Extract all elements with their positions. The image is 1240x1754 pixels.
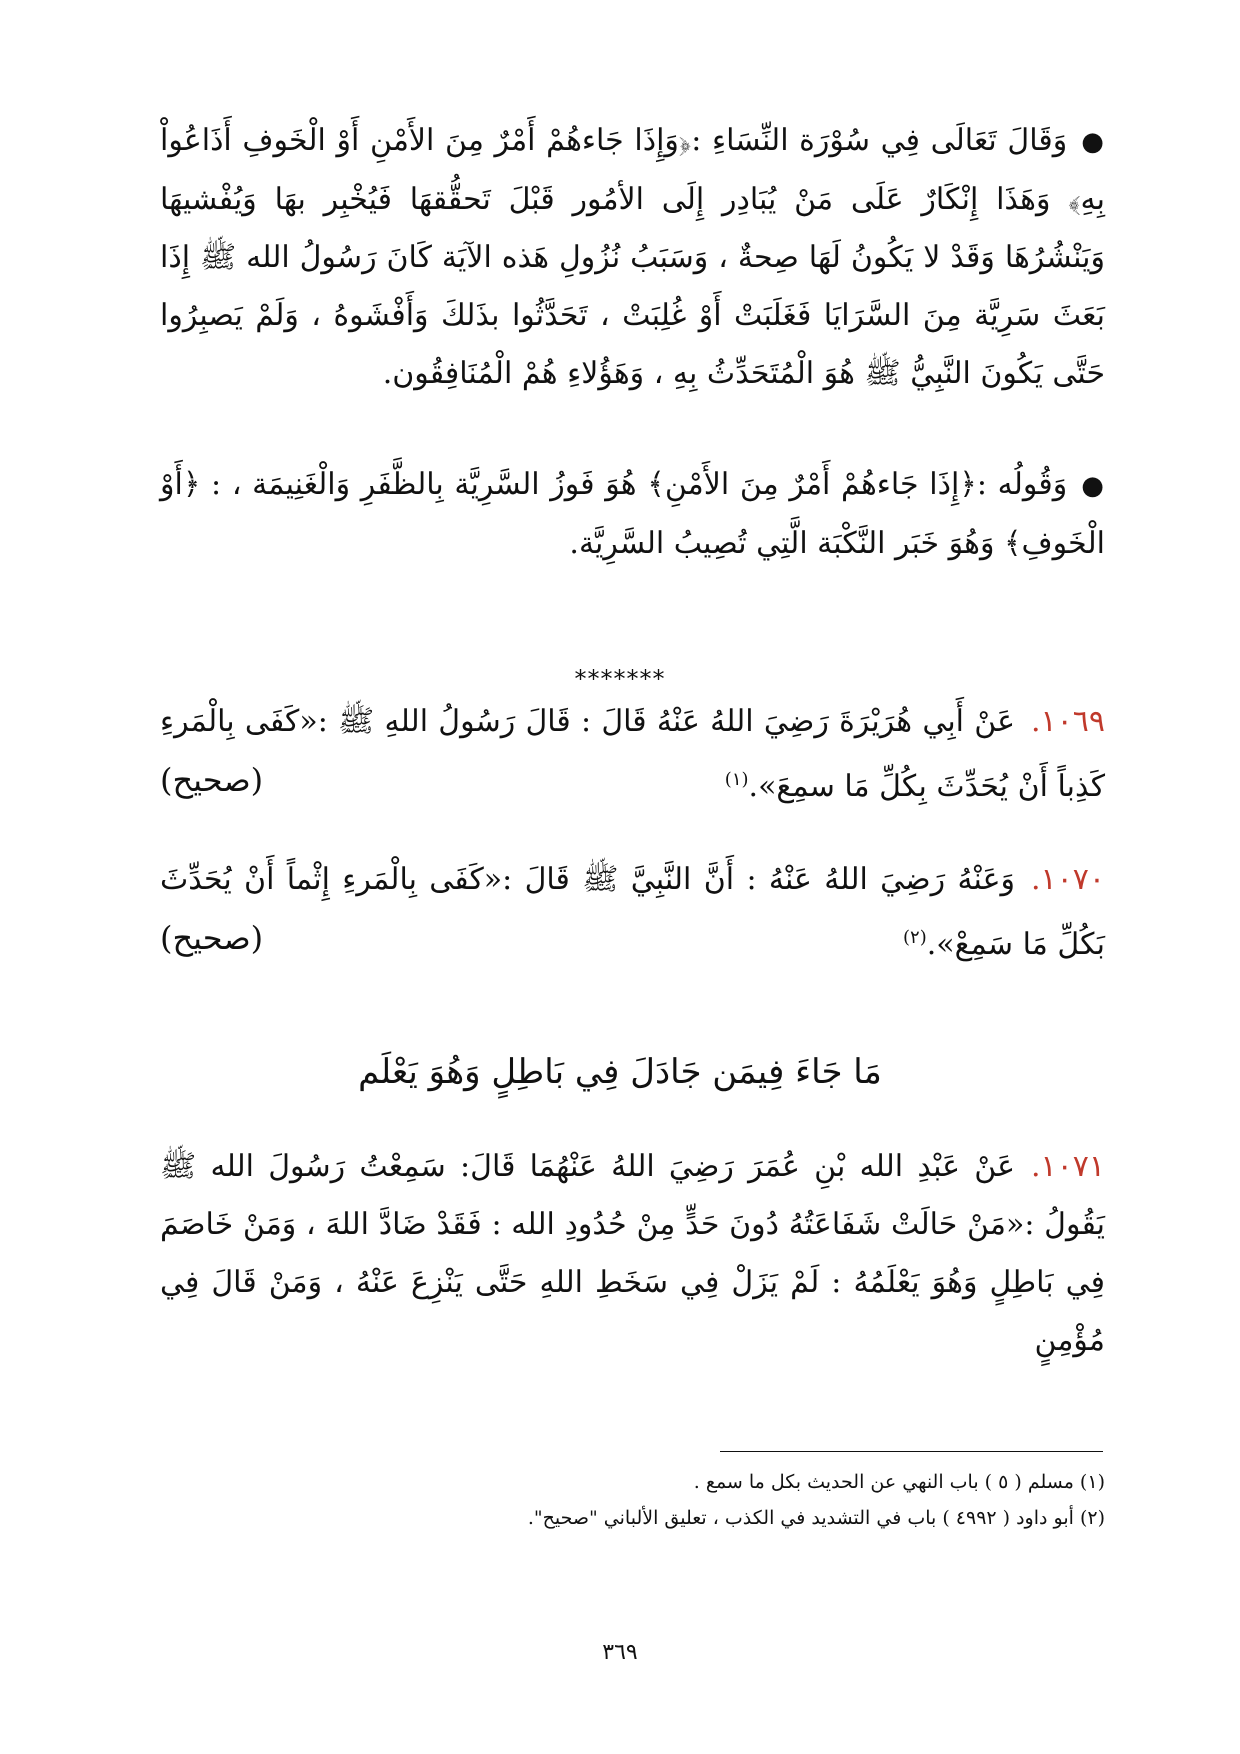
hadith-1070 <box>160 851 1105 967</box>
hadith-number: ١٠٧٠. <box>1031 862 1105 897</box>
footnote-1: (١) مسلم ( ٥ ) باب النهي عن الحديث بكل ما سمع . <box>693 1471 1105 1493</box>
bullet-icon: ● <box>1081 471 1105 501</box>
hadith-grade: (صحيح) <box>160 919 264 957</box>
bullet-icon: ● <box>1081 127 1106 157</box>
hadith-1069 <box>160 693 1105 809</box>
page-number: ٣٦٩ <box>602 1640 638 1665</box>
footnotes <box>160 1464 1105 1536</box>
bullet-paragraph-1-text: وَقَالَ تَعَالَى فِي سُوْرَة النِّسَاءِ :﴿وَإِذَا جَاءهُمْ أَمْرٌ مِنَ الأَمْنِ أَوْ الْخَوفِ أَذَاعُواْ بِهِ﴾ وَهَذَا إِنْكَارٌ عَلَى مَنْ يُبَادِر إِلَى الأمُور قَبْلَ تَحقُّقهَا فَيُخْبِر بهَا وَيُفْشيهَا وَيَنْشُرُهَا وَقَدْ لا يَكُونُ لَهَا صِحةٌ ، وَسَبَبُ نُزُولِ هَذه الآيَة كَانَ رَسُولُ الله ﷺ إِذَا بَعَثَ سَرِيَّة مِنَ السَّرَايَا فَغَلَبَتْ أَوْ غُلِبَتْ ، تَحَدَّثُوا بذَلكَ وَأَفْشَوهُ ، وَلَمْ يَصبِرُوا حَتَّى يَكُونَ النَّبِيُّ ﷺ هُوَ الْمُتَحَدِّثُ بِهِ ، وَهَؤُلاءِ هُمْ الْمُنَافِقُون. <box>160 123 1105 391</box>
chapter-heading: مَا جَاءَ فِيمَن جَادَلَ فِي بَاطِلٍ وَهُوَ يَعْلَم <box>358 1052 882 1092</box>
bullet-paragraph-2-text: وَقُولُه :﴿إِذَا جَاءهُمْ أَمْرٌ مِنَ الأَمْنِ﴾ هُوَ فَوزُ السَّرِيَّة بِالظَّفَرِ وَالْغَنِيمَة ، : ﴿أَوْ الْخَوفِ﴾ وَهُوَ خَبَر النَّكْبَة الَّتِي تُصِيبُ السَّرِيَّة. <box>160 467 1105 561</box>
footnote-2: (٢) أبو داود ( ٤٩٩٢ ) باب في التشديد في الكذب ، تعليق الألباني "صحيح". <box>527 1507 1105 1529</box>
bullet-paragraph-2 <box>160 456 1105 573</box>
footnote-ref: (٢) <box>903 927 927 948</box>
hadith-number: ١٠٧١. <box>1031 1149 1105 1184</box>
hadith-text: عَنْ أَبِي هُرَيْرَةَ رَضِيَ اللهُ عَنْهُ قَالَ : قَالَ رَسُولُ اللهِ ﷺ :«كَفَى بِالْمَرءِ كَذِباً أَنْ يُحَدِّثَ بِكُلِّ مَا سمِعَ». <box>160 704 1105 804</box>
footnote-ref: (١) <box>724 769 749 790</box>
hadith-text: وَعَنْهُ رَضِيَ اللهُ عَنْهُ : أَنَّ النَّبِيَّ ﷺ قَالَ :«كَفَى بِالْمَرءِ إِثْماً أَنْ يُحَدِّثَ بَكُلِّ مَا سَمِعْ». <box>160 862 1105 962</box>
bullet-paragraph-1 <box>160 112 1105 403</box>
footnote-divider <box>720 1451 1103 1452</box>
hadith-number: ١٠٦٩. <box>1031 704 1105 739</box>
section-separator: ******* <box>574 665 666 693</box>
hadith-text: عَنْ عَبْدِ الله بْنِ عُمَرَ رَضِيَ اللهُ عَنْهُمَا قَالَ: سَمِعْتُ رَسُولَ الله ﷺ يَقُولُ :«مَنْ حَالَتْ شَفَاعَتُهُ دُونَ حَدٍّ مِنْ حُدُودِ الله : فَقَدْ ضَادَّ اللهَ ، وَمَنْ خَاصَمَ فِي بَاطِلٍ وَهُوَ يَعْلَمُهُ : لَمْ يَزَلْ فِي سَخَطِ اللهِ حَتَّى يَنْزِعَ عَنْهُ ، وَمَنْ قَالَ فِي مُؤْمِنٍ <box>160 1149 1105 1358</box>
hadith-1071 <box>160 1138 1105 1370</box>
hadith-grade: (صحيح) <box>160 761 264 799</box>
